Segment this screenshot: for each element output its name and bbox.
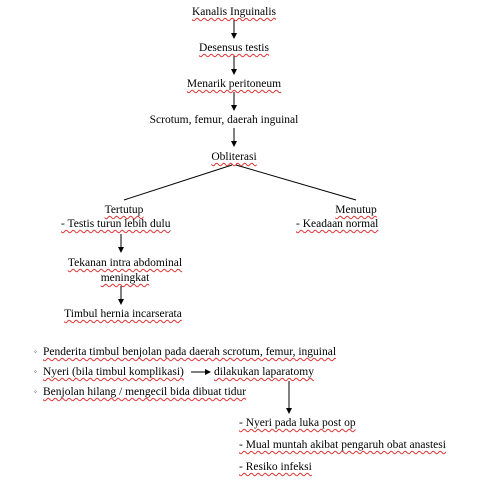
bullet-marker-3: ◦ [34,387,37,396]
bullet-item-2-label: Nyeri (bila timbul komplikasi) [43,366,184,378]
node-tekanan-line1 [68,256,182,270]
post-item-3-label: - Resiko infeksi [239,461,312,473]
laparatomy-note [214,365,314,379]
post-item-3 [239,460,312,474]
node-tertutup-label: Tertutup [104,204,144,216]
node-timbul [64,307,182,321]
bullet-item-3-label: Benjolan hilang / mengecil bida dibuat tidur [43,386,247,398]
node-tertutup [105,203,144,217]
bullet-marker-2: ◦ [34,367,37,376]
node-menutup-sub [296,217,378,231]
node-kanalis-label: Kanalis Inguinalis [192,6,276,18]
post-item-2 [239,438,446,452]
post-item-1-label: - Nyeri pada luka post op [239,417,356,429]
node-timbul-label: Timbul hernia incarserata [64,308,182,320]
node-tekanan-label-2: meningkat [100,272,150,284]
laparatomy-label: dilakukan laparatomy [214,366,314,378]
node-obliterasi-label: Obliterasi [211,151,257,163]
node-tekanan-label-1: Tekanan intra abdominal [67,257,183,269]
node-menarik-label: Menarik peritoneum [186,78,282,90]
node-tertutup-sub-label: - Testis turun lebih dulu [61,218,171,230]
node-tertutup-sub [61,217,171,231]
node-scrotum-label: Scrotum, femur, daerah inguinal [149,114,299,126]
bullet-item-1 [43,345,336,359]
node-scrotum [150,113,299,127]
branch-left [124,165,232,200]
node-menutup-label: Menutup [335,204,377,216]
post-item-2-label: - Mual muntah akibat pengaruh obat anastesi [239,439,446,451]
bullet-item-2 [43,365,184,379]
branch-right [236,165,356,200]
bullet-item-1-label: Penderita timbul benjolan pada daerah scrotum, femur, inguinal [43,346,337,358]
node-desensus [199,41,269,55]
node-menutup [335,203,377,217]
bullet-marker-1: ◦ [34,347,37,356]
node-menutup-sub-label: - Keadaan normal [296,218,379,230]
post-item-1 [239,416,356,430]
node-tekanan-line2 [101,271,150,285]
bullet-item-3 [43,385,246,399]
node-kanalis [192,5,276,19]
node-obliterasi [211,150,256,164]
node-desensus-label: Desensus testis [199,42,269,54]
node-menarik [187,77,281,91]
